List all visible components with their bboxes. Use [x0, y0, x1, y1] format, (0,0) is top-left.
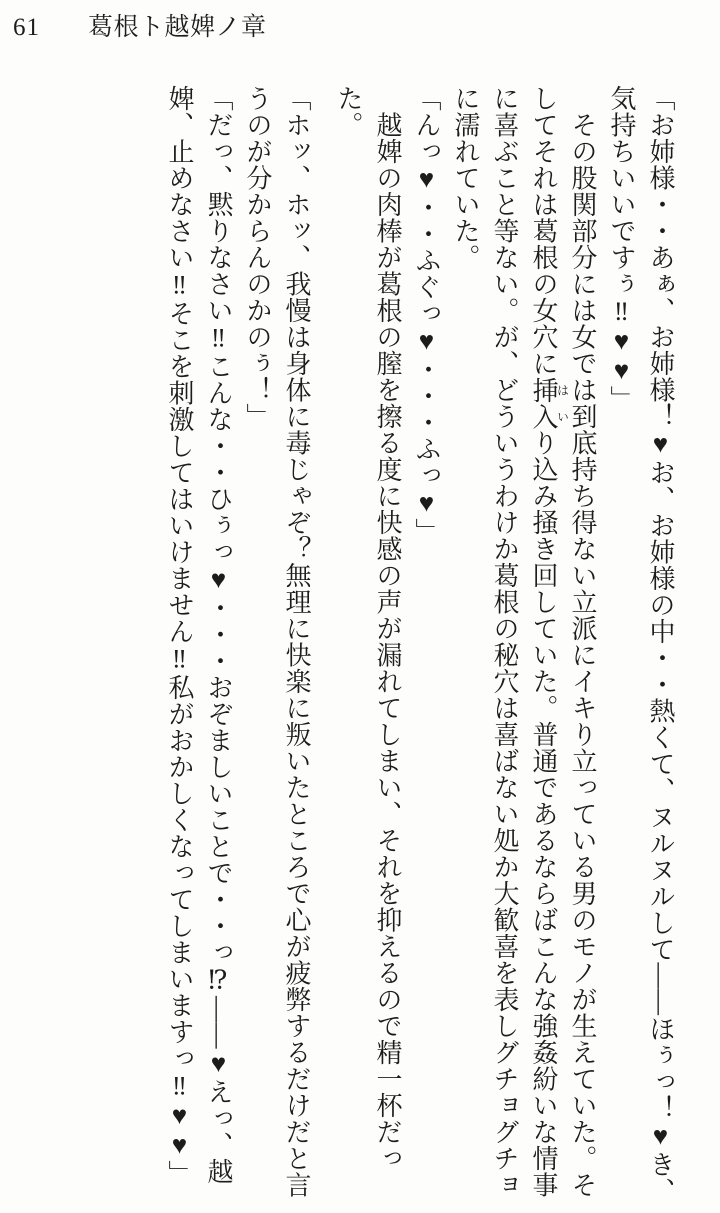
narration-1-text-after-ruby: り込み掻き回していた。普通であるならばこんな強姦紛いな情事に喜ぶこと等ない。が、どういうわけか葛根の秘穴は喜ばない処か大歓喜を表しグチョグチョに濡れていた。	[451, 85, 558, 1198]
ruby-furigana-text: はい	[555, 376, 570, 430]
page-number: 61	[13, 14, 40, 41]
novel-text-body	[165, 85, 680, 1209]
paragraph-narration-2: 越婢の肉棒が葛根の膣を擦る度に快感の声が漏れてしまい、それを抑えるので精一杯だった。	[334, 85, 402, 1172]
paragraph-narration-1	[446, 85, 602, 1209]
narration-1-text-before-ruby: その股関部分には女では到底持ち得ない立派にイキり立っている男のモノが生えていた。そしてそれは葛根の女穴に	[529, 85, 597, 1198]
paragraph-dialogue-4: 「だっ、黙りなさい‼こんな・・ひぅっ♥・・・おぞましいことで・・っ⁉――♥えっ、越婢、止めなさい‼そこを刺激してはいけません‼私がおかしくなってしまいますっ‼♥♥」	[165, 85, 233, 1187]
chapter-title: 葛根ト越婢ノ章	[88, 14, 267, 41]
page-header	[0, 13, 720, 47]
ruby-annotated-word	[529, 376, 570, 430]
ruby-base-text: 挿入	[529, 376, 558, 430]
paragraph-dialogue-3: 「ホッ、ホッ、我慢は身体に毒じゃぞ？無理に快楽に叛いたところで心が疲弊するだけだと言うのが分からんのかのぅ！」	[243, 85, 311, 1198]
paragraph-dialogue-2: 「んっ♥・・ふぐっ♥・・・ふっ♥」	[412, 85, 441, 545]
paragraph-dialogue-1: 「お姉様・・あぁ、お姉様！♥お、お姉様の中・・熱くて、ヌルヌルして――ほぅっ！♥き、気持ちいいですぅ‼♥♥」	[607, 85, 675, 1204]
